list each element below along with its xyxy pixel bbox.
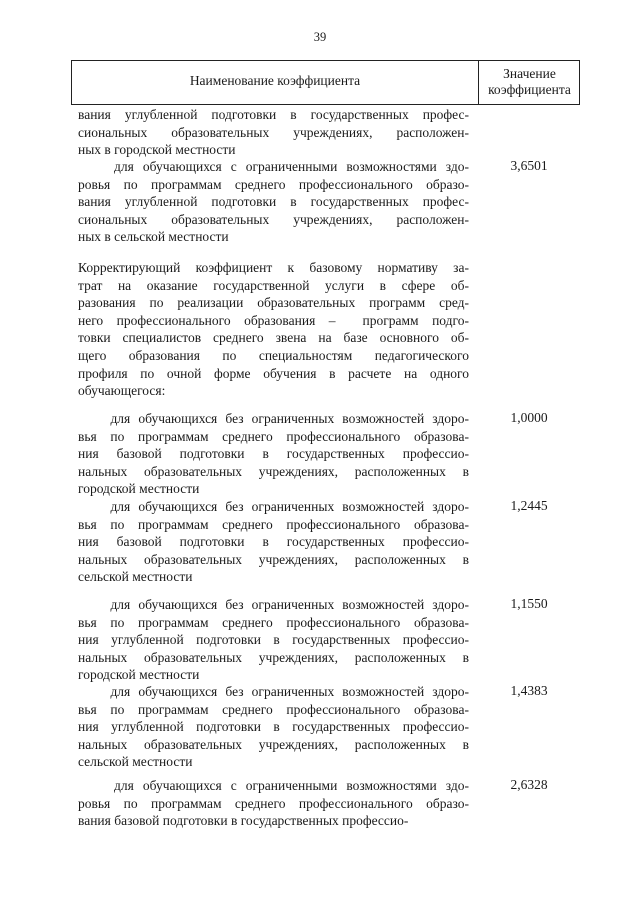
text-line: вья по программам среднего профессионального образова- xyxy=(78,701,469,717)
text-line: городской местности xyxy=(78,481,200,497)
text-line: вания углубленной подготовки в государственных профес- xyxy=(78,107,469,122)
table-header-bottom-border xyxy=(71,104,580,105)
text-line: городской местности xyxy=(78,667,200,683)
coefficient-text xyxy=(78,777,469,830)
text-line: товки специалистов среднего звена на базе основного об- xyxy=(78,330,469,346)
table-header-top-border xyxy=(71,60,580,61)
coefficient-value: 1,4383 xyxy=(510,683,548,698)
text-line: вья по программам среднего профессионального образова- xyxy=(78,428,469,444)
text-line: сельской местности xyxy=(78,754,193,770)
text-line: вания углубленной подготовки в государственных профес- xyxy=(78,194,469,210)
text-line: вья по программам среднего профессионального образова- xyxy=(78,516,469,532)
column-header-name: Наименование коэффициента xyxy=(189,73,361,88)
coefficient-text xyxy=(78,106,469,159)
coefficient-text xyxy=(78,158,469,246)
text-line: для обучающихся без ограниченных возможностей здоро- xyxy=(78,411,469,426)
text-line: нальных образовательных учреждениях, расположенных в xyxy=(78,551,469,567)
text-line: сиональных образовательных учреждениях, расположен- xyxy=(78,124,469,140)
text-line: Корректирующий коэффициент к базовому нормативу за- xyxy=(78,260,469,275)
text-line: него профессионального образования – программ подго- xyxy=(78,312,469,328)
coefficient-value: 2,6328 xyxy=(510,777,548,792)
text-line: ных в сельской местности xyxy=(78,229,229,245)
text-line: сельской местности xyxy=(78,569,193,585)
text-line: трат на оказание государственной услуги в сфере об- xyxy=(78,277,469,293)
coefficient-text xyxy=(78,596,469,684)
coefficient-value: 1,2445 xyxy=(510,498,548,513)
text-line: профиля по очной форме обучения в расчете на одного xyxy=(78,365,469,381)
text-line: щего образования по специальностям педагогического xyxy=(78,347,469,363)
text-line: ния углубленной подготовки в государственных профессио- xyxy=(78,719,469,735)
text-line: нальных образовательных учреждениях, расположенных в xyxy=(78,463,469,479)
text-line: для обучающихся с ограниченными возможностями здо- xyxy=(78,159,469,174)
column-header-value xyxy=(479,66,580,98)
text-line: для обучающихся с ограниченными возможностями здо- xyxy=(78,778,469,793)
text-line: сиональных образовательных учреждениях, расположен- xyxy=(78,211,469,227)
text-line: ровья по программам среднего профессионального образо- xyxy=(78,176,469,192)
coefficient-value: 1,1550 xyxy=(510,596,548,611)
section-heading-text xyxy=(78,259,469,400)
coefficient-value: 3,6501 xyxy=(510,158,548,173)
text-line: ния базовой подготовки в государственных профессио- xyxy=(78,446,469,462)
text-line: ния базовой подготовки в государственных профессио- xyxy=(78,534,469,550)
text-line: вания базовой подготовки в государственных профессио- xyxy=(78,813,409,829)
coefficient-text xyxy=(78,683,469,771)
text-line: нальных образовательных учреждениях, расположенных в xyxy=(78,649,469,665)
text-line: ровья по программам среднего профессионального образо- xyxy=(78,795,469,811)
text-line: обучающегося: xyxy=(78,383,166,399)
column-header-value-line1: Значение xyxy=(503,66,556,81)
page-number: 39 xyxy=(313,30,327,44)
text-line: ных в городской местности xyxy=(78,142,236,158)
text-line: ния углубленной подготовки в государственных профессио- xyxy=(78,632,469,648)
text-line: нальных образовательных учреждениях, расположенных в xyxy=(78,736,469,752)
coefficient-text xyxy=(78,498,469,586)
column-header-value-line2: коэффициента xyxy=(488,82,571,97)
coefficient-text xyxy=(78,410,469,498)
text-line: для обучающихся без ограниченных возможностей здоро- xyxy=(78,684,469,699)
text-line: разования по реализации образовательных программ сред- xyxy=(78,295,469,311)
text-line: вья по программам среднего профессионального образова- xyxy=(78,614,469,630)
text-line: для обучающихся без ограниченных возможностей здоро- xyxy=(78,499,469,514)
coefficient-value: 1,0000 xyxy=(510,410,548,425)
text-line: для обучающихся без ограниченных возможностей здоро- xyxy=(78,597,469,612)
